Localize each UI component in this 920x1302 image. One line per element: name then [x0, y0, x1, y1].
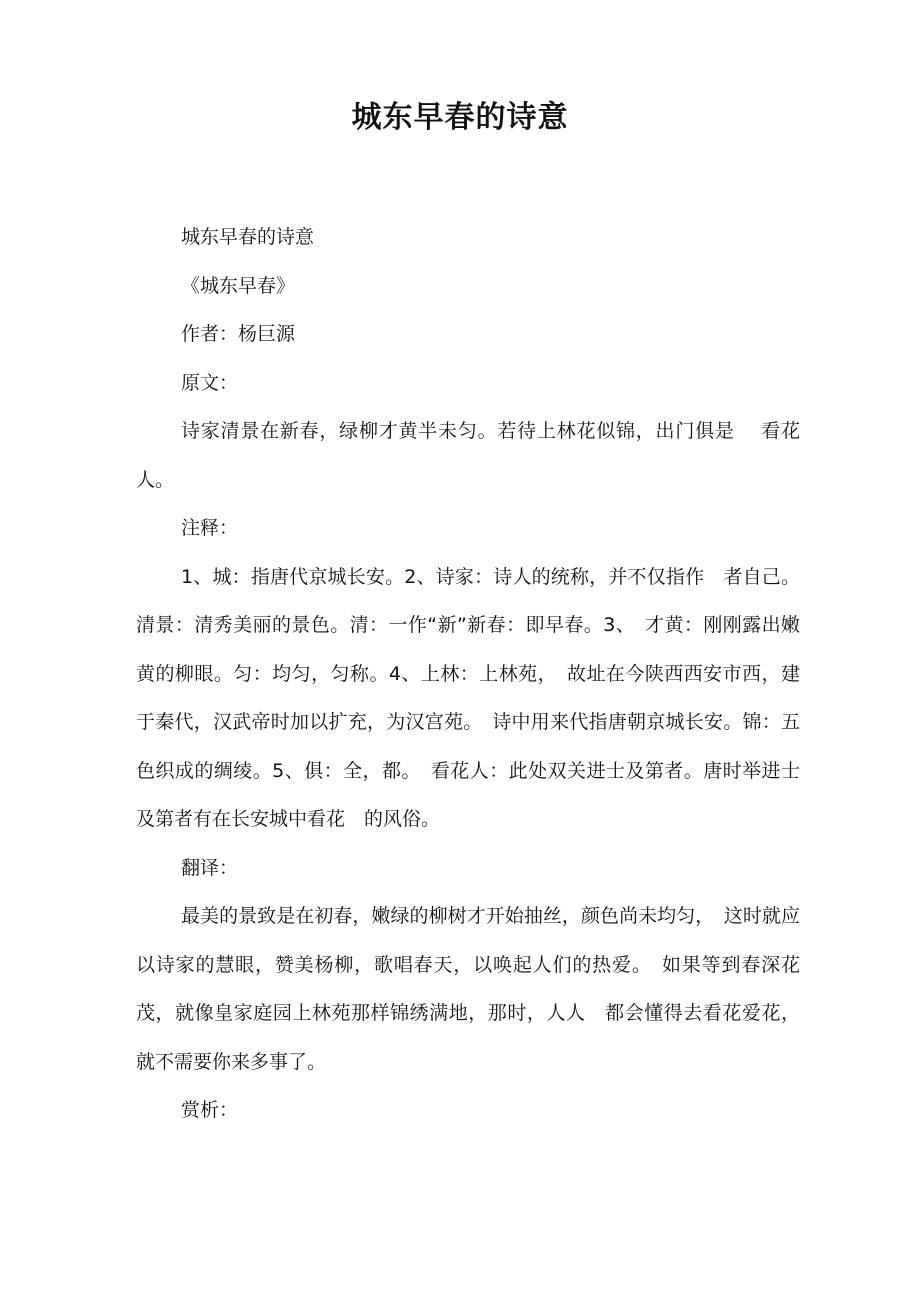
paragraph-translation-heading: 翻译： — [181, 856, 239, 879]
paragraph-appreciation-heading: 赏析： — [181, 1099, 239, 1121]
paragraph-original-text: 诗家清景在新春，绿柳才黄半未匀。若待上林花似锦，出门俱是 看花人。 — [136, 420, 800, 491]
paragraph-subtitle: 城东早春的诗意 — [181, 226, 315, 248]
document-title: 城东早春的诗意 — [351, 100, 569, 135]
paragraph-author: 作者：杨巨源 — [181, 323, 296, 345]
paragraph-notes-heading: 注释： — [181, 517, 239, 539]
paragraph-translation-text: 最美的景致是在初春，嫩绿的柳树才开始抽丝，颜色尚未均匀， 这时就应以诗家的慧眼，赞美杨柳，歌唱春天，以唤起人们的热爱。 如果等到春深花茂，就像皇家庭园上林苑那样锦绣满地，那时，人人 都会懂得去看花爱花，就不需要你来多事了。 — [136, 905, 800, 1073]
paragraph-notes-text: 1、城：指唐代京城长安。2、诗家：诗人的统称，并不仅指作 者自己。清景：清秀美丽的景色。清：一作“新”新春：即早春。3、 才黄：刚刚露出嫩黄的柳眼。匀：均匀，匀称。4、上林：上林苑， 故址在今陕西西安市西，建于秦代，汉武帝时加以扩充，为汉宫苑。 诗中用来代指唐朝京城长安。锦：五色织成的绸绫。5、俱：全，都。 看花人：此处双关进士及第者。唐时举进士及第者有在长安城中看花 的风俗。 — [136, 565, 800, 830]
document-body — [136, 213, 800, 1135]
paragraph-poem-title: 《城东早春》 — [181, 274, 296, 297]
paragraph-original-heading: 原文： — [181, 371, 239, 394]
